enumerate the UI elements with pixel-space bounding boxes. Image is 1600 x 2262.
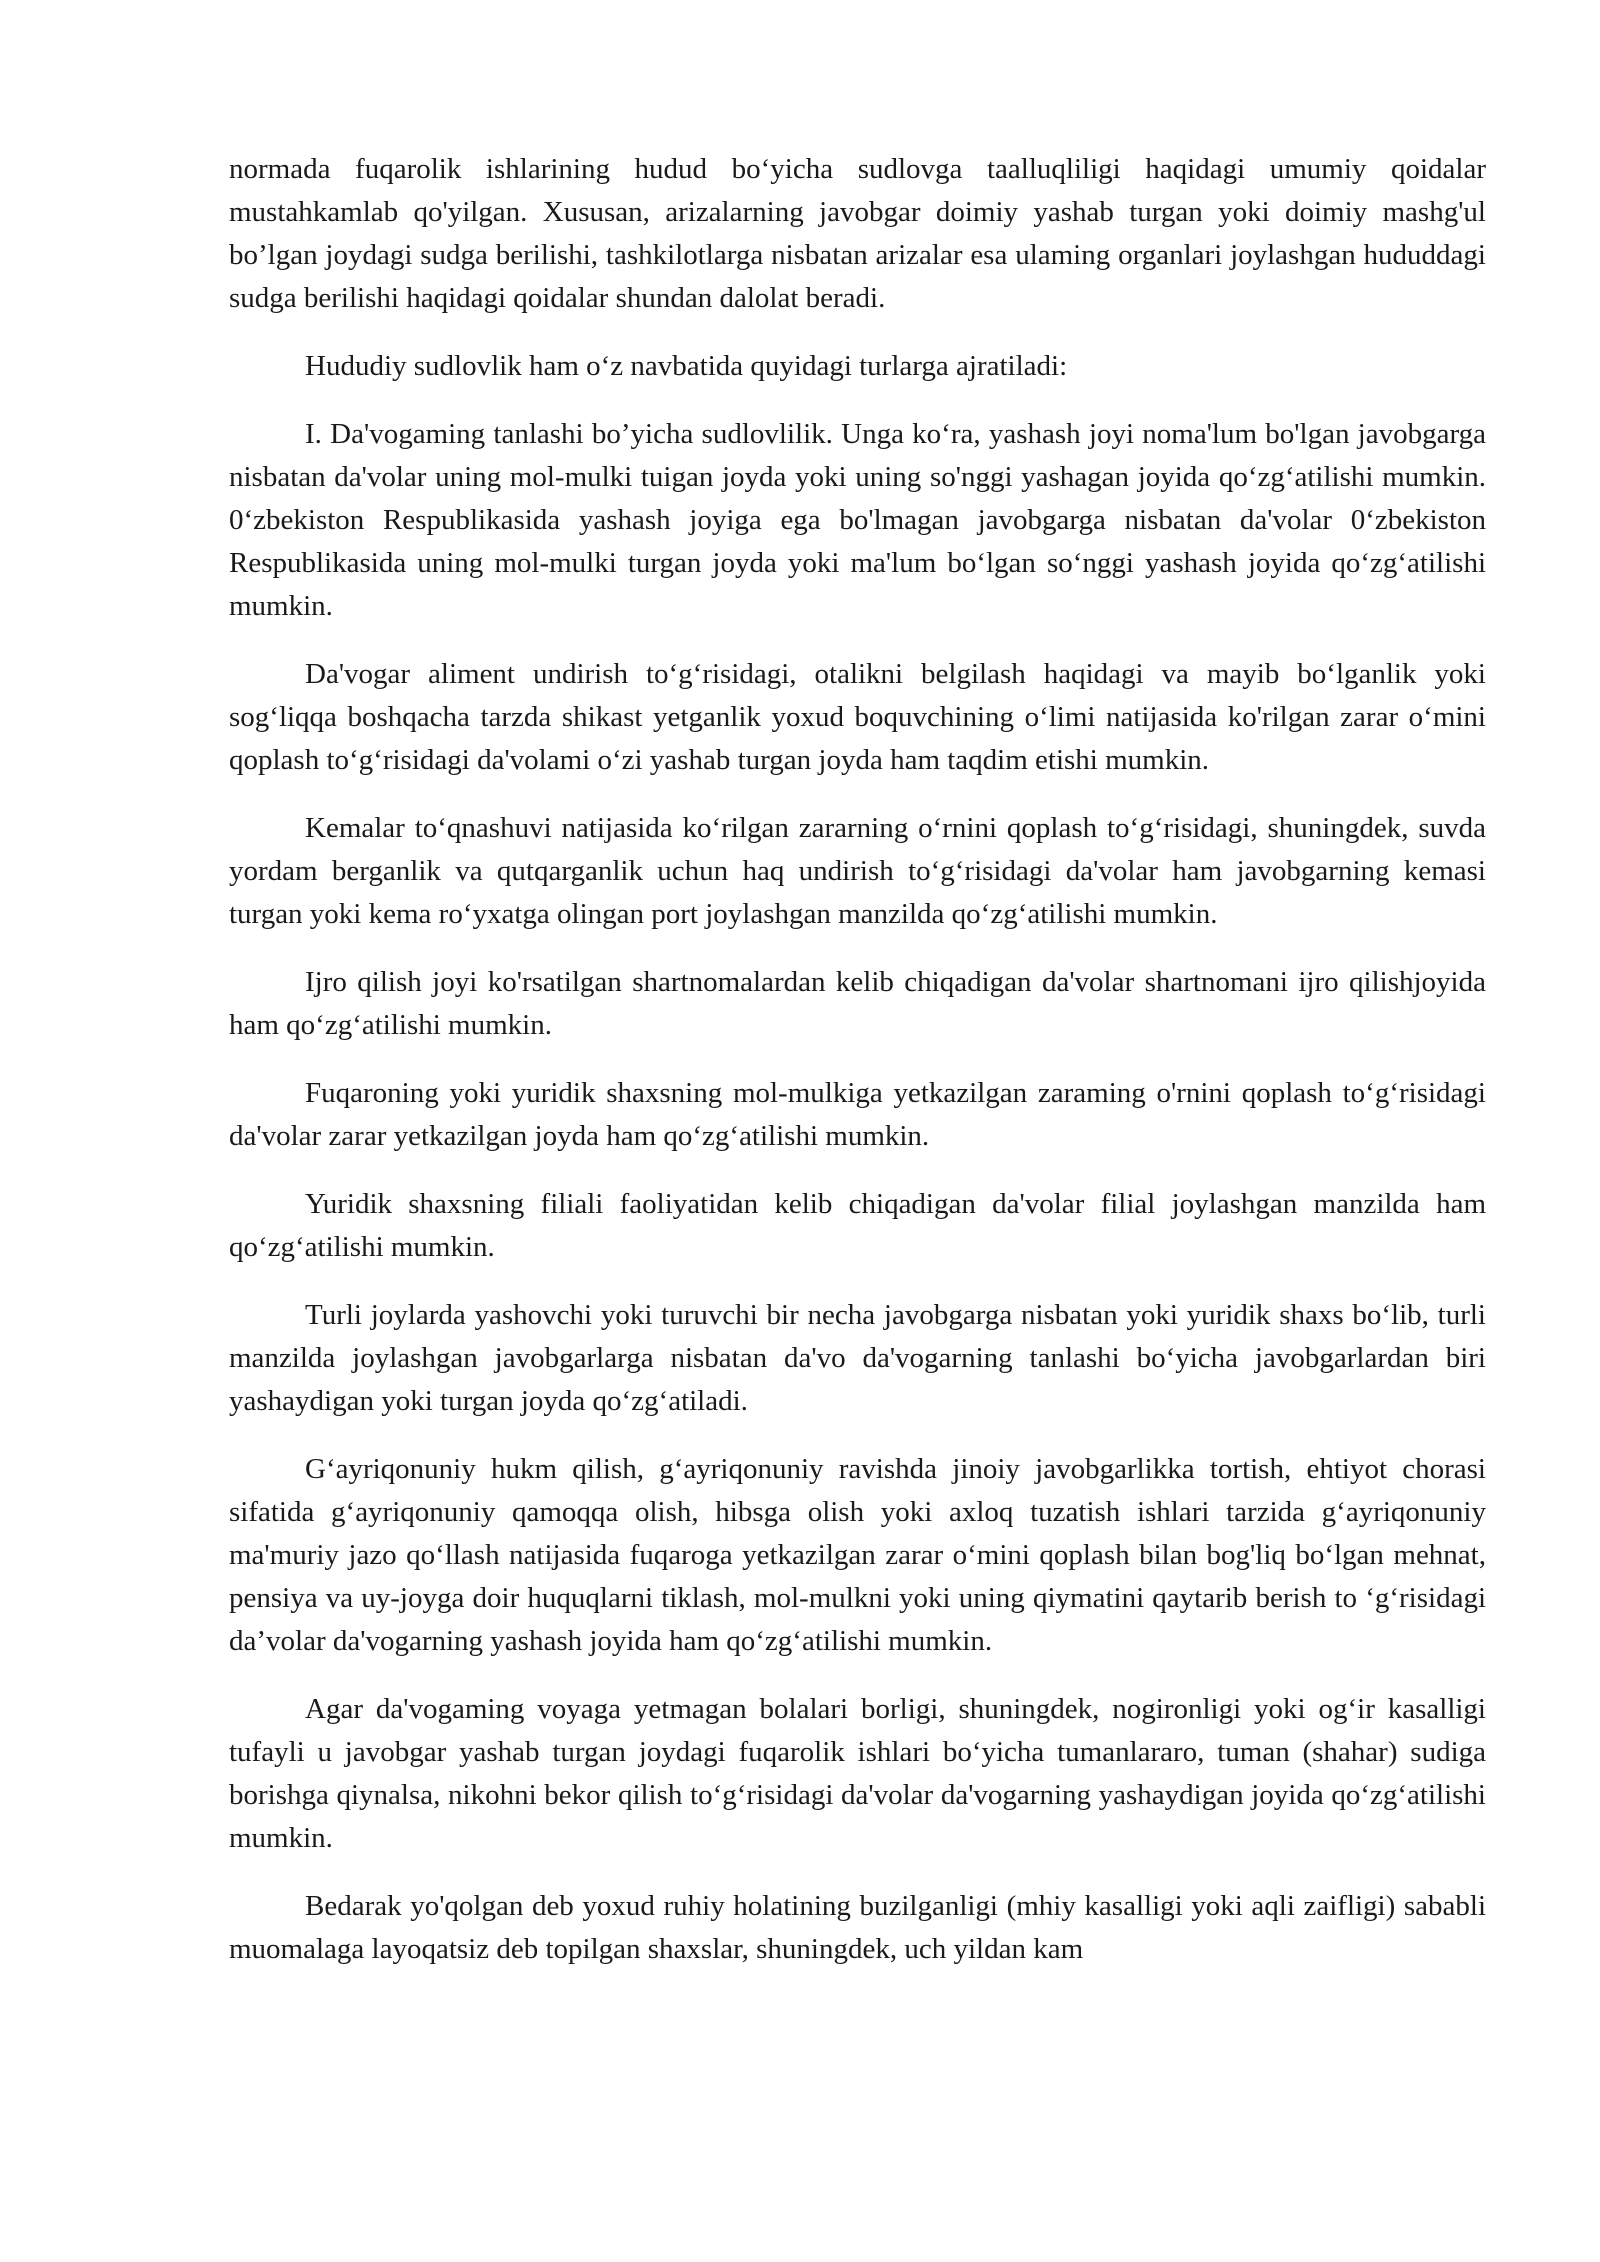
paragraph-9: Turli joylarda yashovchi yoki turuvchi bir necha javobgarga nisbatan yoki yuridik shaxs bo‘lib, turli manzilda joylashgan javobgarlarga nisbatan da'vo da'vogarning tanlashi bo‘yicha javobgarlardan biri yashaydigan yoki turgan joyda qo‘zg‘atiladi. [229,1299,1486,1417]
paragraph-12: Bedarak yo'qolgan deb yoxud ruhiy holatining buzilganligi (mhiy kasalligi yoki aqli zaifligi) sababli muomalaga layoqatsiz deb topilgan shaxslar, shuningdek, uch yildan kam [229,1890,1486,1965]
paragraph-6: Ijro qilish joyi ko'rsatilgan shartnomalardan kelib chiqadigan da'volar shartnomani ijro qilishjoyida ham qo‘zg‘atilishi mumkin. [229,966,1486,1041]
paragraph-8: Yuridik shaxsning filiali faoliyatidan kelib chiqadigan da'volar filial joylashgan manzilda ham qo‘zg‘atilishi mumkin. [229,1188,1486,1263]
paragraph-2: Hududiy sudlovlik ham o‘z navbatida quyidagi turlarga ajratiladi: [305,350,1068,382]
paragraph-3: I. Da'vogaming tanlashi bo’yicha sudlovlilik. Unga ko‘ra, yashash joyi noma'lum bo'lgan javobgarga nisbatan da'volar uning mol-mulki tuigan joyda yoki uning so'nggi yashagan joyida qo‘zg‘atilishi mumkin. 0‘zbekiston Respublikasida yashash joyiga ega bo'lmagan javobgarga nisbatan da'volar 0‘zbekiston Respublikasida uning mol-mulki turgan joyda yoki ma'lum bo‘lgan so‘nggi yashash joyida qo‘zg‘atilishi mumkin. [229,418,1486,622]
paragraph-1: normada fuqarolik ishlarining hudud bo‘yicha sudlovga taalluqliligi haqidagi umumiy qoidalar mustahkamlab qo'yilgan. Xususan, arizalarning javobgar doimiy yashab turgan yoki doimiy mashg'ul bo’lgan joydagi sudga berilishi, tashkilotlarga nisbatan arizalar esa ulaming organlari joylashgan hududdagi sudga berilishi haqidagi qoidalar shundan dalolat beradi. [229,153,1486,314]
paragraph-5: Kemalar to‘qnashuvi natijasida ko‘rilgan zararning o‘rnini qoplash to‘g‘risidagi, shuningdek, suvda yordam berganlik va qutqarganlik uchun haq undirish to‘g‘risidagi da'volar ham javobgarning kemasi turgan yoki kema ro‘yxatga olingan port joylashgan manzilda qo‘zg‘atilishi mumkin. [229,812,1486,930]
paragraph-4: Da'vogar aliment undirish to‘g‘risidagi, otalikni belgilash haqidagi va mayib bo‘lganlik yoki sog‘liqqa boshqacha tarzda shikast yetganlik yoxud boquvchining o‘limi natijasida ko'rilgan zarar o‘mini qoplash to‘g‘risidagi da'volami o‘zi yashab turgan joyda ham taqdim etishi mumkin. [229,658,1486,776]
paragraph-11: Agar da'vogaming voyaga yetmagan bolalari borligi, shuningdek, nogironligi yoki og‘ir kasalligi tufayli u javobgar yashab turgan joydagi fuqarolik ishlari bo‘yicha tumanlararo, tuman (shahar) sudiga borishga qiynalsa, nikohni bekor qilish to‘g‘risidagi da'volar da'vogarning yashaydigan joyida qo‘zg‘atilishi mumkin. [229,1693,1486,1854]
paragraph-10: G‘ayriqonuniy hukm qilish, g‘ayriqonuniy ravishda jinoiy javobgarlikka tortish, ehtiyot chorasi sifatida g‘ayriqonuniy qamoqqa olish, hibsga olish yoki axloq tuzatish ishlari tarzida g‘ayriqonuniy ma'muriy jazo qo‘llash natijasida fuqaroga yetkazilgan zarar o‘mini qoplash bilan bog'liq bo‘lgan mehnat, pensiya va uy-joyga doir huquqlarni tiklash, mol-mulkni yoki uning qiymatini qaytarib berish to ‘g‘risidagi da’volar da'vogarning yashash joyida ham qo‘zg‘atilishi mumkin. [229,1453,1486,1657]
paragraph-7: Fuqaroning yoki yuridik shaxsning mol-mulkiga yetkazilgan zaraming o'rnini qoplash to‘g‘risidagi da'volar zarar yetkazilgan joyda ham qo‘zg‘atilishi mumkin. [229,1077,1486,1152]
document-page [229,148,1486,1996]
